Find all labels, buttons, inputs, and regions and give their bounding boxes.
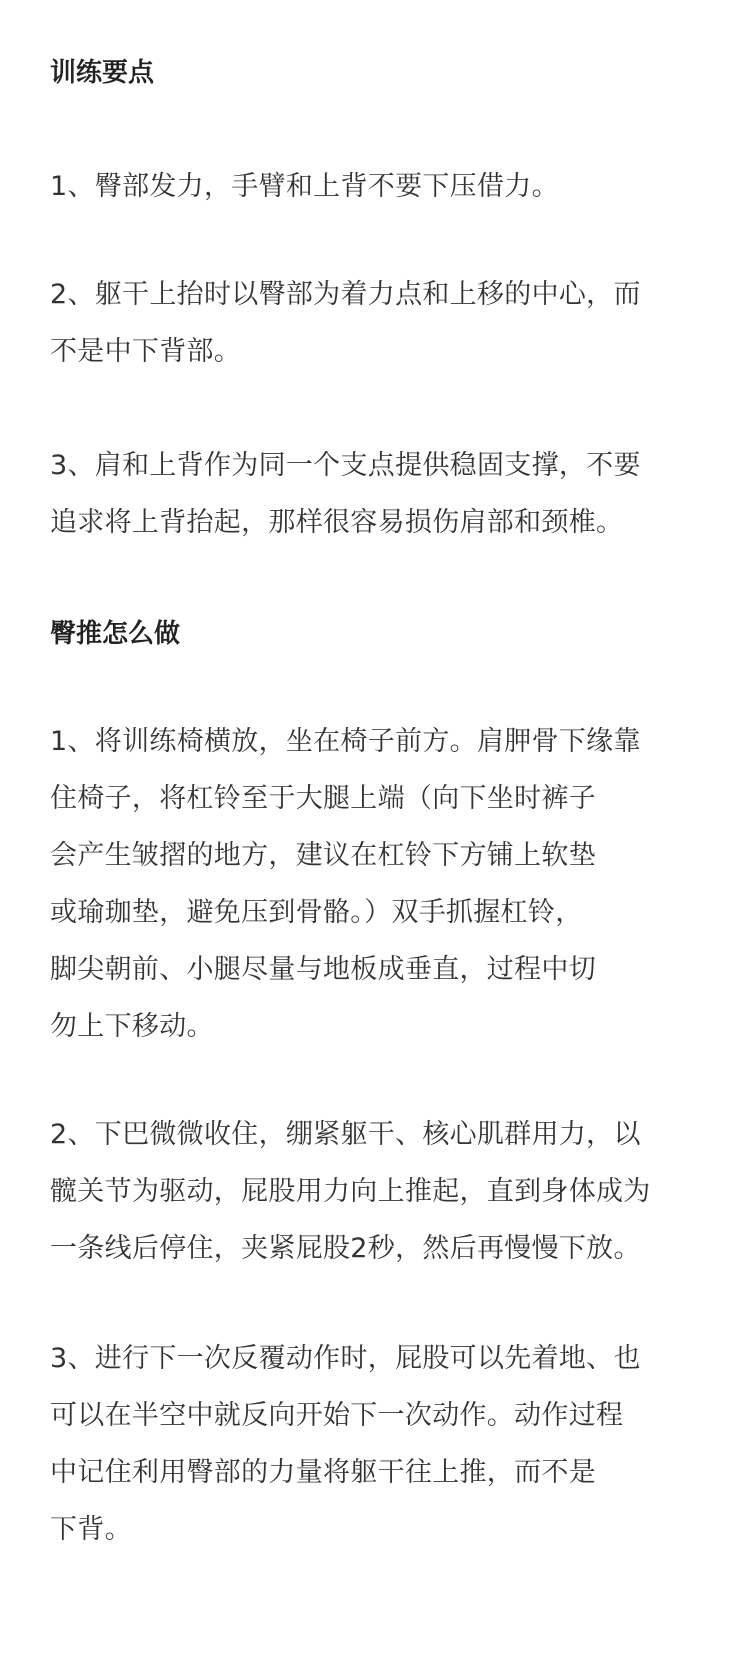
text-line: 1、将训练椅横放，坐在椅子前方。肩胛骨下缘靠 xyxy=(50,726,641,757)
paragraph xyxy=(50,266,690,380)
text-line: 1、臀部发力，手臂和上背不要下压借力。 xyxy=(50,171,559,202)
paragraph xyxy=(50,1106,690,1277)
text-line: 3、进行下一次反覆动作时，屁股可以先着地、也 xyxy=(50,1343,641,1374)
text-line: 2、躯干上抬时以臀部为着力点和上移的中心，而 xyxy=(50,279,641,310)
section-heading: 训练要点 xyxy=(50,58,155,88)
text-line: 脚尖朝前、小腿尽量与地板成垂直，过程中切 xyxy=(50,954,596,985)
paragraph xyxy=(50,437,690,551)
text-line: 3、肩和上背作为同一个支点提供稳固支撑，不要 xyxy=(50,450,641,481)
paragraph xyxy=(50,713,690,1055)
paragraph xyxy=(50,1330,690,1558)
text-line: 会产生皱摺的地方，建议在杠铃下方铺上软垫 xyxy=(50,840,596,871)
text-line: 不是中下背部。 xyxy=(50,336,242,367)
text-line: 可以在半空中就反向开始下一次动作。动作过程 xyxy=(50,1400,624,1431)
section-heading: 臀推怎么做 xyxy=(50,619,181,649)
paragraph xyxy=(50,158,690,215)
text-line: 住椅子，将杠铃至于大腿上端（向下坐时裤子 xyxy=(50,783,596,814)
text-line: 追求将上背抬起，那样很容易损伤肩部和颈椎。 xyxy=(50,507,624,538)
text-line: 中记住利用臀部的力量将躯干往上推，而不是 xyxy=(50,1457,596,1488)
text-line: 或瑜珈垫，避免压到骨骼。）双手抓握杠铃， xyxy=(50,897,583,928)
text-line: 髋关节为驱动，屁股用力向上推起，直到身体成为 xyxy=(50,1176,651,1207)
text-line: 2、下巴微微收住，绷紧躯干、核心肌群用力，以 xyxy=(50,1119,641,1150)
text-line: 一条线后停住，夹紧屁股2秒，然后再慢慢下放。 xyxy=(50,1233,641,1264)
text-line: 勿上下移动。 xyxy=(50,1011,214,1042)
text-line: 下背。 xyxy=(50,1514,132,1545)
